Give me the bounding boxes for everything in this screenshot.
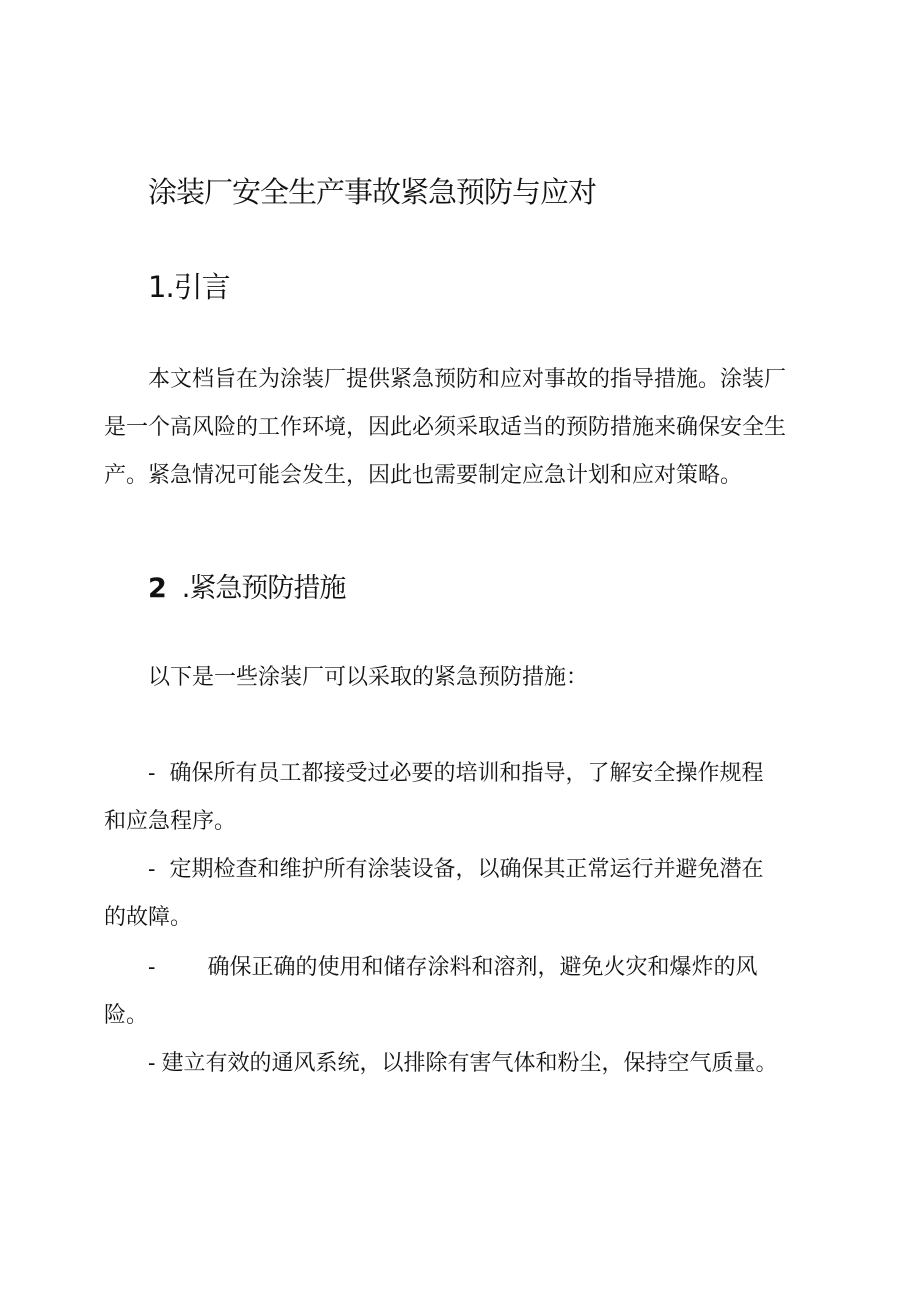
section-2-heading-text: .紧急预防措施 <box>181 573 346 604</box>
list-item-dash: - <box>148 761 156 786</box>
list-item-continuation: 险。 <box>104 1003 149 1028</box>
list-item-text: 定期检查和维护所有涂装设备，以确保其正常运行并避免潜在 <box>169 857 764 882</box>
section-2-heading-number: 2 <box>148 573 166 604</box>
list-item-dash: - <box>148 857 156 882</box>
section-1-paragraph-line-2: 是一个高风险的工作环境，因此必须采取适当的预防措施来确保安全生 <box>104 415 787 440</box>
list-item-text: 确保正确的使用和储存涂料和溶剂，避免火灾和爆炸的风 <box>207 955 758 980</box>
section-2-heading <box>148 566 345 605</box>
list-item <box>148 1040 777 1088</box>
list-item <box>148 944 757 992</box>
list-item-continuation: 的故障。 <box>104 905 193 930</box>
document-title: 涂装厂安全生产事故紧急预防与应对 <box>148 175 597 209</box>
section-2-intro: 以下是一些涂装厂可以采取的紧急预防措施： <box>148 665 589 690</box>
list-item <box>148 750 763 798</box>
list-item-continuation: 和应急程序。 <box>104 809 237 834</box>
list-item-dash: - <box>148 1051 156 1076</box>
section-1-heading: 1.引言 <box>148 270 230 304</box>
list-item-text: 建立有效的通风系统，以排除有害气体和粉尘，保持空气质量。 <box>161 1051 778 1076</box>
list-item <box>148 846 763 894</box>
list-item-dash: - <box>148 955 156 980</box>
section-1-paragraph-line-3: 产。紧急情况可能会发生，因此也需要制定应急计划和应对策略。 <box>104 463 743 488</box>
section-1-paragraph-line-1: 本文档旨在为涂装厂提供紧急预防和应对事故的指导措施。涂装厂 <box>148 367 787 392</box>
list-item-text: 确保所有员工都接受过必要的培训和指导，了解安全操作规程 <box>169 761 764 786</box>
